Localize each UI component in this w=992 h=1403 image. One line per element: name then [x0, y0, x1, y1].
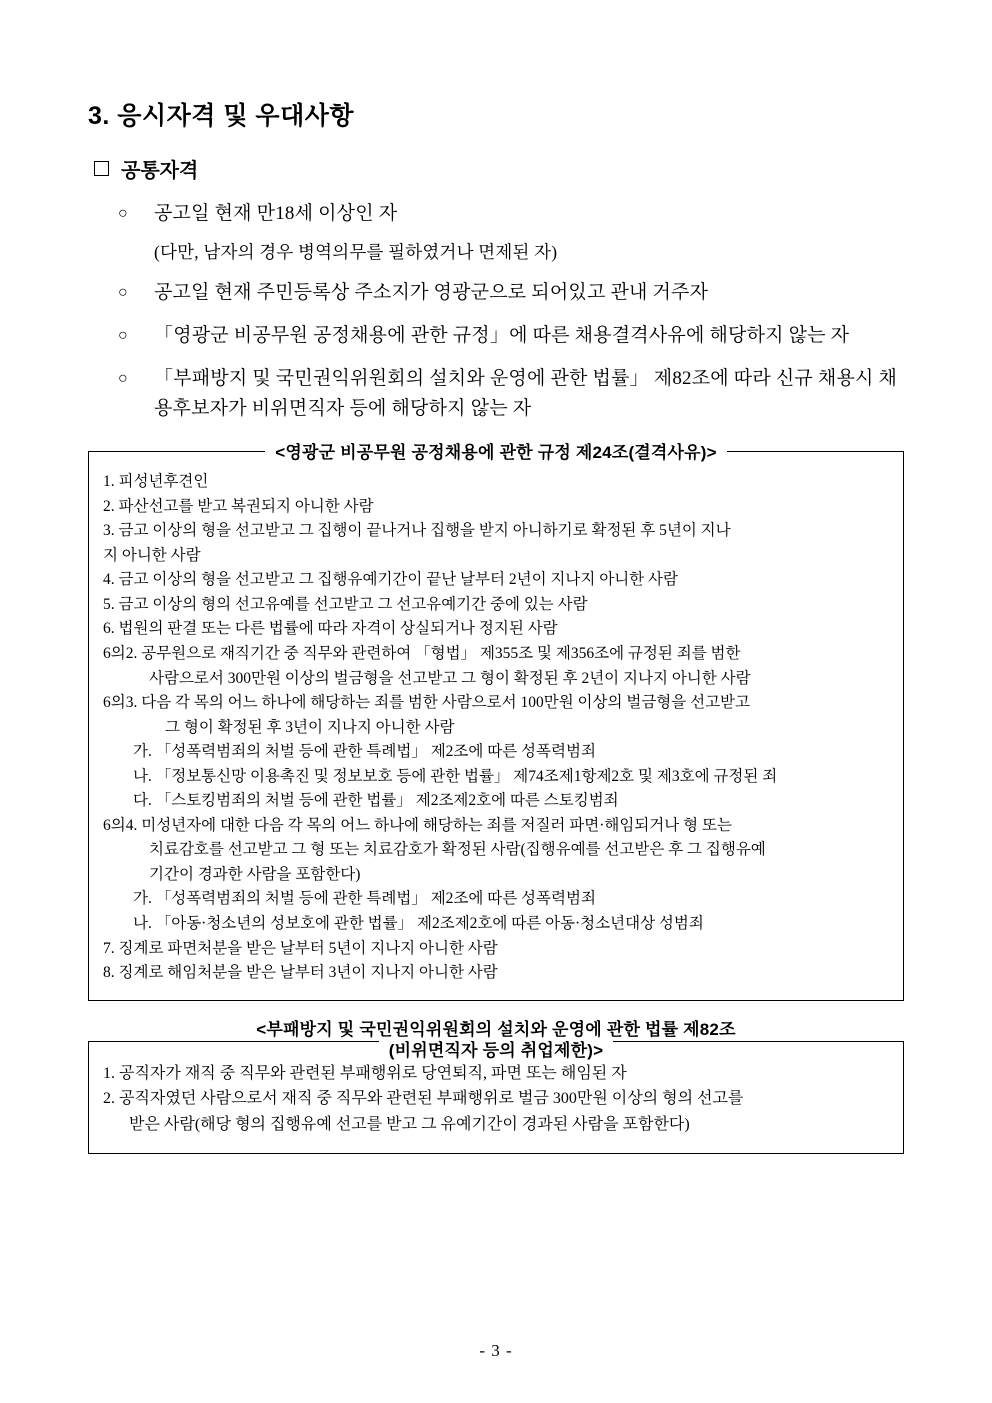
box-1-item: 5. 금고 이상의 형의 선고유예를 선고받고 그 선고유예기간 중에 있는 사람	[103, 595, 588, 613]
box-1-body	[88, 451, 904, 1000]
circle-bullet-icon: ○	[118, 205, 128, 222]
box-1-item: 6의4. 미성년자에 대한 다음 각 목의 어느 하나에 해당하는 죄를 저질러 파면·해임되거나 형 또는	[103, 816, 732, 834]
box-1-item: 나. 「정보통신망 이용촉진 및 정보보호 등에 관한 법률」 제74조제1항제2호 및 제3호에 규정된 죄	[133, 767, 778, 785]
box-1-list	[103, 470, 889, 984]
box-1-item: 그 형이 확정된 후 3년이 지나지 아니한 사람	[165, 718, 455, 736]
subsection-heading	[94, 154, 904, 183]
box-1-item: 치료감호를 선고받고 그 형 또는 치료감호가 확정된 사람(집행유예를 선고받은 후 그 집행유예	[149, 841, 766, 859]
box-1-item: 8. 징계로 해임처분을 받은 날부터 3년이 지나지 아니한 사람	[103, 964, 498, 982]
box-1-item: 2. 파산선고를 받고 복권되지 아니한 사람	[103, 497, 374, 515]
list-item	[88, 321, 904, 352]
box-1-item: 사람으로서 300만원 이상의 벌금형을 선고받고 그 형이 확정된 후 2년이 지나지 아니한 사람	[149, 669, 751, 687]
box-1-item: 3. 금고 이상의 형을 선고받고 그 집행이 끝나거나 집행을 받지 아니하기로 확정된 후 5년이 지나	[103, 522, 731, 540]
list-item-text: 「부패방지 및 국민권익위원회의 설치와 운영에 관한 법률」 제82조에 따라 신규 채용시 채용후보자가 비위면직자 등에 해당하지 않는 자	[154, 367, 898, 420]
list-item-text: 「영광군 비공무원 공정채용에 관한 규정」에 따른 채용결격사유에 해당하지 않는 자	[154, 324, 850, 346]
box-1-item: 기간이 경과한 사람을 포함한다)	[149, 865, 361, 883]
circle-bullet-icon: ○	[118, 284, 128, 302]
subsection-label: 공통자격	[121, 160, 199, 182]
box-2-title-line2: (비위면직자 등의 취업제한)>	[379, 1041, 614, 1060]
box-1-title-text: <영광군 비공무원 공정채용에 관한 규정 제24조(결격사유)>	[265, 443, 727, 462]
box-1-item: 7. 징계로 파면처분을 받은 날부터 5년이 지나지 아니한 사람	[103, 939, 498, 957]
box-1-item: 1. 피성년후견인	[103, 473, 209, 491]
regulation-box-2	[88, 1019, 904, 1154]
box-2-title-line1: <부패방지 및 국민권익위원회의 설치와 운영에 관한 법률 제82조	[246, 1020, 745, 1039]
regulation-box-1	[88, 443, 904, 1000]
circle-bullet-icon: ○	[118, 326, 128, 344]
page-title: 3. 응시자격 및 우대사항	[88, 102, 355, 130]
box-1-title	[88, 438, 904, 463]
box-2-item: 1. 공직자가 재직 중 직무와 관련된 부패행위로 당연퇴직, 파면 또는 해임된 자	[103, 1064, 627, 1082]
box-1-item: 나. 「아동·청소년의 성보호에 관한 법률」 제2조제2호에 따른 아동·청소년대상 성범죄	[133, 915, 704, 933]
box-2-list	[103, 1062, 889, 1138]
box-1-item: 가. 「성폭력범죄의 처벌 등에 관한 특례법」 제2조에 따른 성폭력범죄	[133, 890, 596, 908]
box-1-item: 6의3. 다음 각 목의 어느 하나에 해당하는 죄를 범한 사람으로서 100만원 이상의 벌금형을 선고받고	[103, 694, 751, 712]
checkbox-icon	[94, 161, 109, 176]
page-number: - 3 -	[479, 1341, 513, 1360]
list-item-text: 공고일 현재 주민등록상 주소지가 영광군으로 되어있고 관내 거주자	[154, 282, 709, 304]
box-2-item: 2. 공직자였던 사람으로서 재직 중 직무와 관련된 부패행위로 벌금 300만원 이상의 형의 선고를	[103, 1090, 744, 1108]
box-1-item: 지 아니한 사람	[103, 546, 201, 564]
list-item-text: 공고일 현재 만18세 이상인 자	[154, 203, 398, 224]
box-1-item: 6의2. 공무원으로 재직기간 중 직무와 관련하여 「형법」 제355조 및 제356조에 규정된 죄를 범한	[103, 645, 741, 662]
box-1-item: 가. 「성폭력범죄의 처벌 등에 관한 특례법」 제2조에 따른 성폭력범죄	[133, 743, 596, 761]
list-item	[88, 278, 904, 309]
box-1-item: 6. 법원의 판결 또는 다른 법률에 따라 자격이 상실되거나 정지된 사람	[103, 620, 558, 638]
box-1-item: 다. 「스토킹범죄의 처벌 등에 관한 법률」 제2조제2호에 따른 스토킹범죄	[133, 792, 619, 810]
box-2-title	[88, 1019, 904, 1062]
circle-bullet-icon: ○	[118, 369, 128, 387]
list-item-note: (다만, 남자의 경우 병역의무를 필하였거나 면제된 자)	[154, 241, 558, 262]
box-1-item: 4. 금고 이상의 형을 선고받고 그 집행유예기간이 끝난 날부터 2년이 지나지 아니한 사람	[103, 571, 678, 589]
qualification-list	[88, 199, 904, 425]
box-2-item: 받은 사람(해당 형의 집행유예 선고를 받고 그 유예기간이 경과된 사람을 포함한다)	[129, 1116, 690, 1134]
list-item	[88, 364, 904, 426]
list-item	[88, 199, 904, 266]
